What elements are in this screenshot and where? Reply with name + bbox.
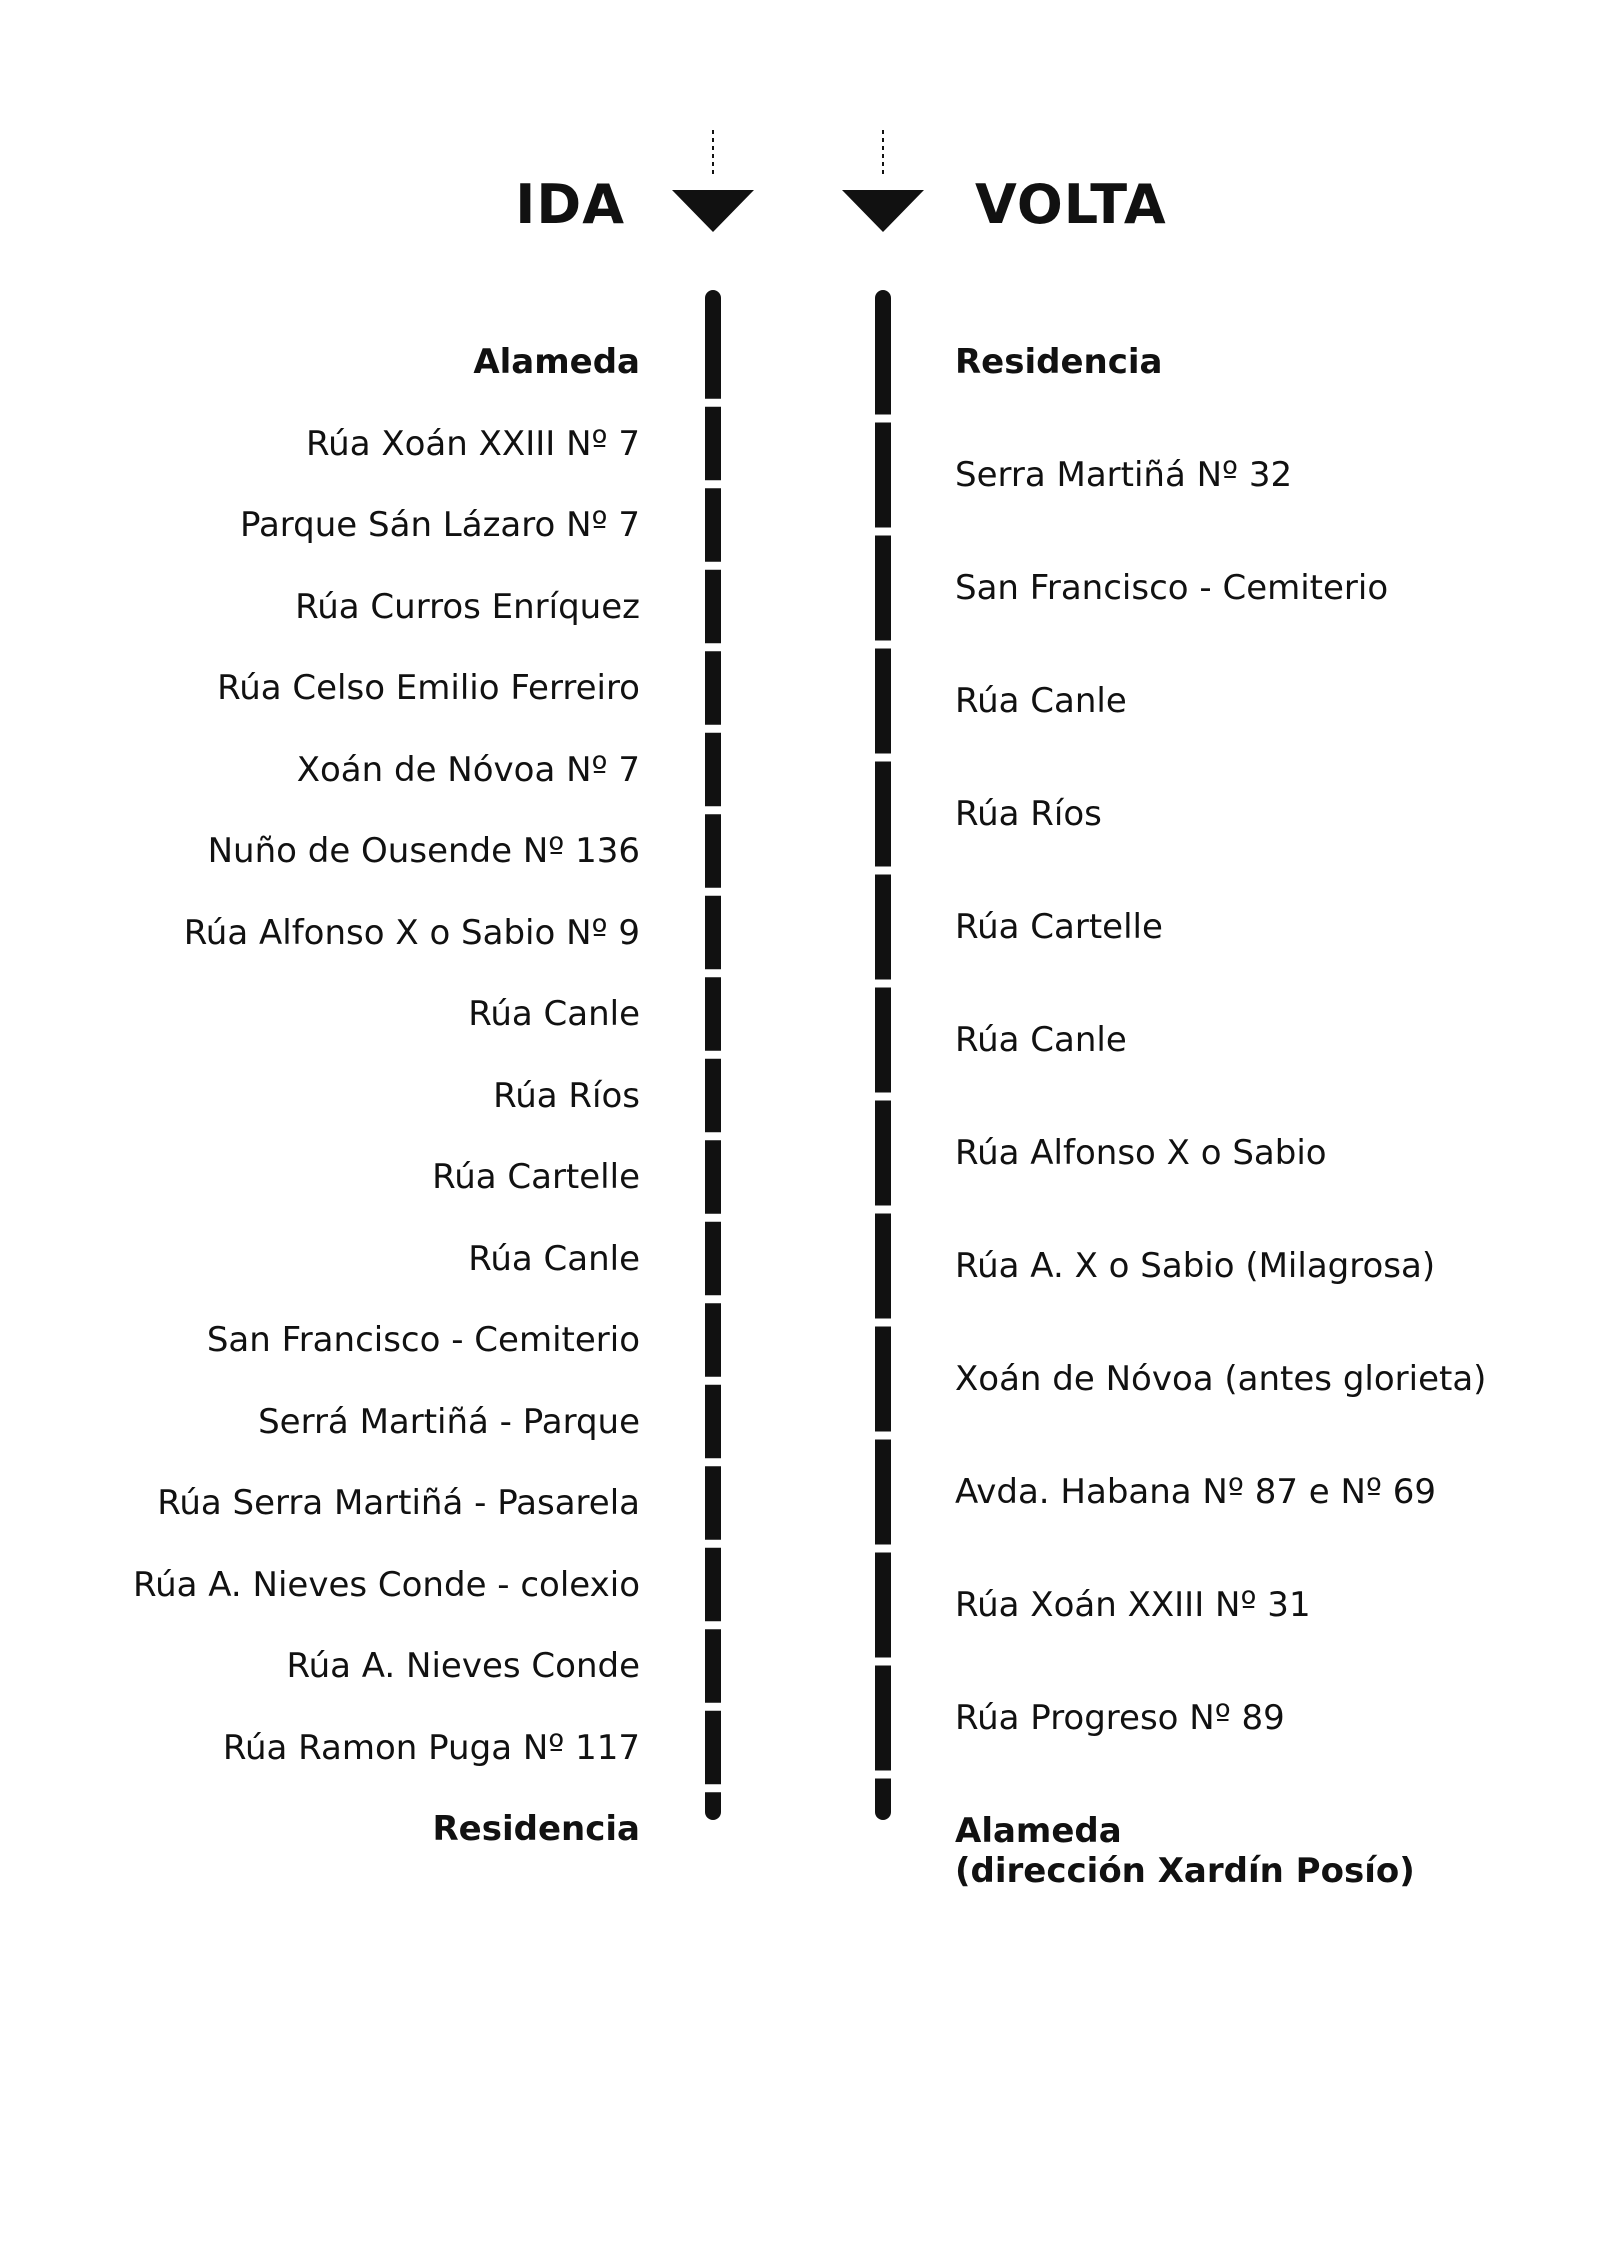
ida-stop: Rúa Ríos <box>493 1075 640 1116</box>
ida-stop: Serrá Martiñá - Parque <box>258 1401 640 1442</box>
ida-stop-gap <box>703 1132 723 1140</box>
volta-stop-gap <box>873 1206 893 1214</box>
volta-stop-gap <box>873 1432 893 1440</box>
ida-stop-gap <box>703 643 723 651</box>
volta-stop: Rúa Alfonso X o Sabio <box>955 1133 1327 1173</box>
ida-stop: Rúa Cartelle <box>432 1157 640 1197</box>
ida-stop-gap <box>703 1703 723 1711</box>
volta-stop: Rúa Xoán XXIII Nº 31 <box>955 1585 1311 1625</box>
volta-stop-gap <box>873 867 893 875</box>
volta-heading: VOLTA <box>975 173 1167 236</box>
ida-stop-gap <box>703 1295 723 1303</box>
ida-stop-gap <box>703 1214 723 1222</box>
volta-stop: Rúa Ríos <box>955 794 1102 834</box>
ida-stop-gap <box>703 1784 723 1792</box>
volta-stop: Residencia <box>955 342 1163 382</box>
ida-stop: Rúa Curros Enríquez <box>295 586 640 627</box>
volta-stop-gap <box>873 1545 893 1553</box>
volta-stop: Alameda (dirección Xardín Posío) <box>955 1811 1415 1891</box>
ida-stop: Rúa Celso Emilio Ferreiro <box>217 668 640 708</box>
ida-stop: Rúa Canle <box>468 1238 640 1279</box>
volta-stop: Rúa Canle <box>955 681 1127 721</box>
volta-stop: Rúa A. X o Sabio (Milagrosa) <box>955 1246 1436 1286</box>
volta-stop-gap <box>873 641 893 649</box>
ida-stop-gap <box>703 1051 723 1059</box>
ida-stop: Rúa Ramon Puga Nº 117 <box>222 1727 640 1768</box>
ida-stop-gap <box>703 1621 723 1629</box>
ida-stop: Rúa Serra Martiñá - Pasarela <box>157 1483 640 1523</box>
ida-stop: Rúa A. Nieves Conde <box>286 1646 640 1686</box>
volta-stop: Rúa Progreso Nº 89 <box>955 1698 1285 1738</box>
ida-stop-gap <box>703 562 723 570</box>
volta-down-arrow-icon <box>842 130 924 232</box>
ida-stop-gap <box>703 399 723 407</box>
ida-stop: San Francisco - Cemiterio <box>206 1320 640 1360</box>
volta-stop: Rúa Canle <box>955 1020 1127 1060</box>
volta-stop-gap <box>873 754 893 762</box>
volta-stop: Rúa Cartelle <box>955 907 1163 947</box>
volta-stop-gap <box>873 1771 893 1779</box>
volta-stop-gap <box>873 1658 893 1666</box>
ida-stop: Rúa Xoán XXIII Nº 7 <box>306 423 640 464</box>
volta-stop: Serra Martiñá Nº 32 <box>955 455 1293 495</box>
volta-stop-gap <box>873 415 893 423</box>
volta-stop-gap <box>873 1093 893 1101</box>
ida-stop: Nuño de Ousende Nº 136 <box>207 831 640 871</box>
ida-stop-gap <box>703 1540 723 1548</box>
ida-stop-gap <box>703 1377 723 1385</box>
volta-stop: Avda. Habana Nº 87 e Nº 69 <box>955 1472 1437 1512</box>
ida-stop-gap <box>703 888 723 896</box>
ida-stop-gap <box>703 480 723 488</box>
volta-stop-gap <box>873 528 893 536</box>
ida-stop-gap <box>703 806 723 814</box>
ida-heading: IDA <box>515 173 625 236</box>
ida-stop: Residencia <box>432 1809 640 1849</box>
ida-stop: Rúa Canle <box>468 994 640 1034</box>
ida-stop-gap <box>703 1458 723 1466</box>
ida-stop: Parque Sán Lázaro Nº 7 <box>239 505 640 545</box>
volta-stop-gap <box>873 980 893 988</box>
ida-stop: Alameda <box>473 342 640 382</box>
volta-stop: Xoán de Nóvoa (antes glorieta) <box>955 1359 1487 1399</box>
ida-stop-gap <box>703 969 723 977</box>
volta-stop: San Francisco - Cemiterio <box>955 568 1389 608</box>
volta-stop-gap <box>873 1319 893 1327</box>
ida-stop: Xoán de Nóvoa Nº 7 <box>296 749 640 790</box>
ida-stop-gap <box>703 725 723 733</box>
ida-down-arrow-icon <box>672 130 754 232</box>
ida-stop: Rúa A. Nieves Conde - colexio <box>132 1564 640 1605</box>
ida-stop: Rúa Alfonso X o Sabio Nº 9 <box>183 912 640 953</box>
